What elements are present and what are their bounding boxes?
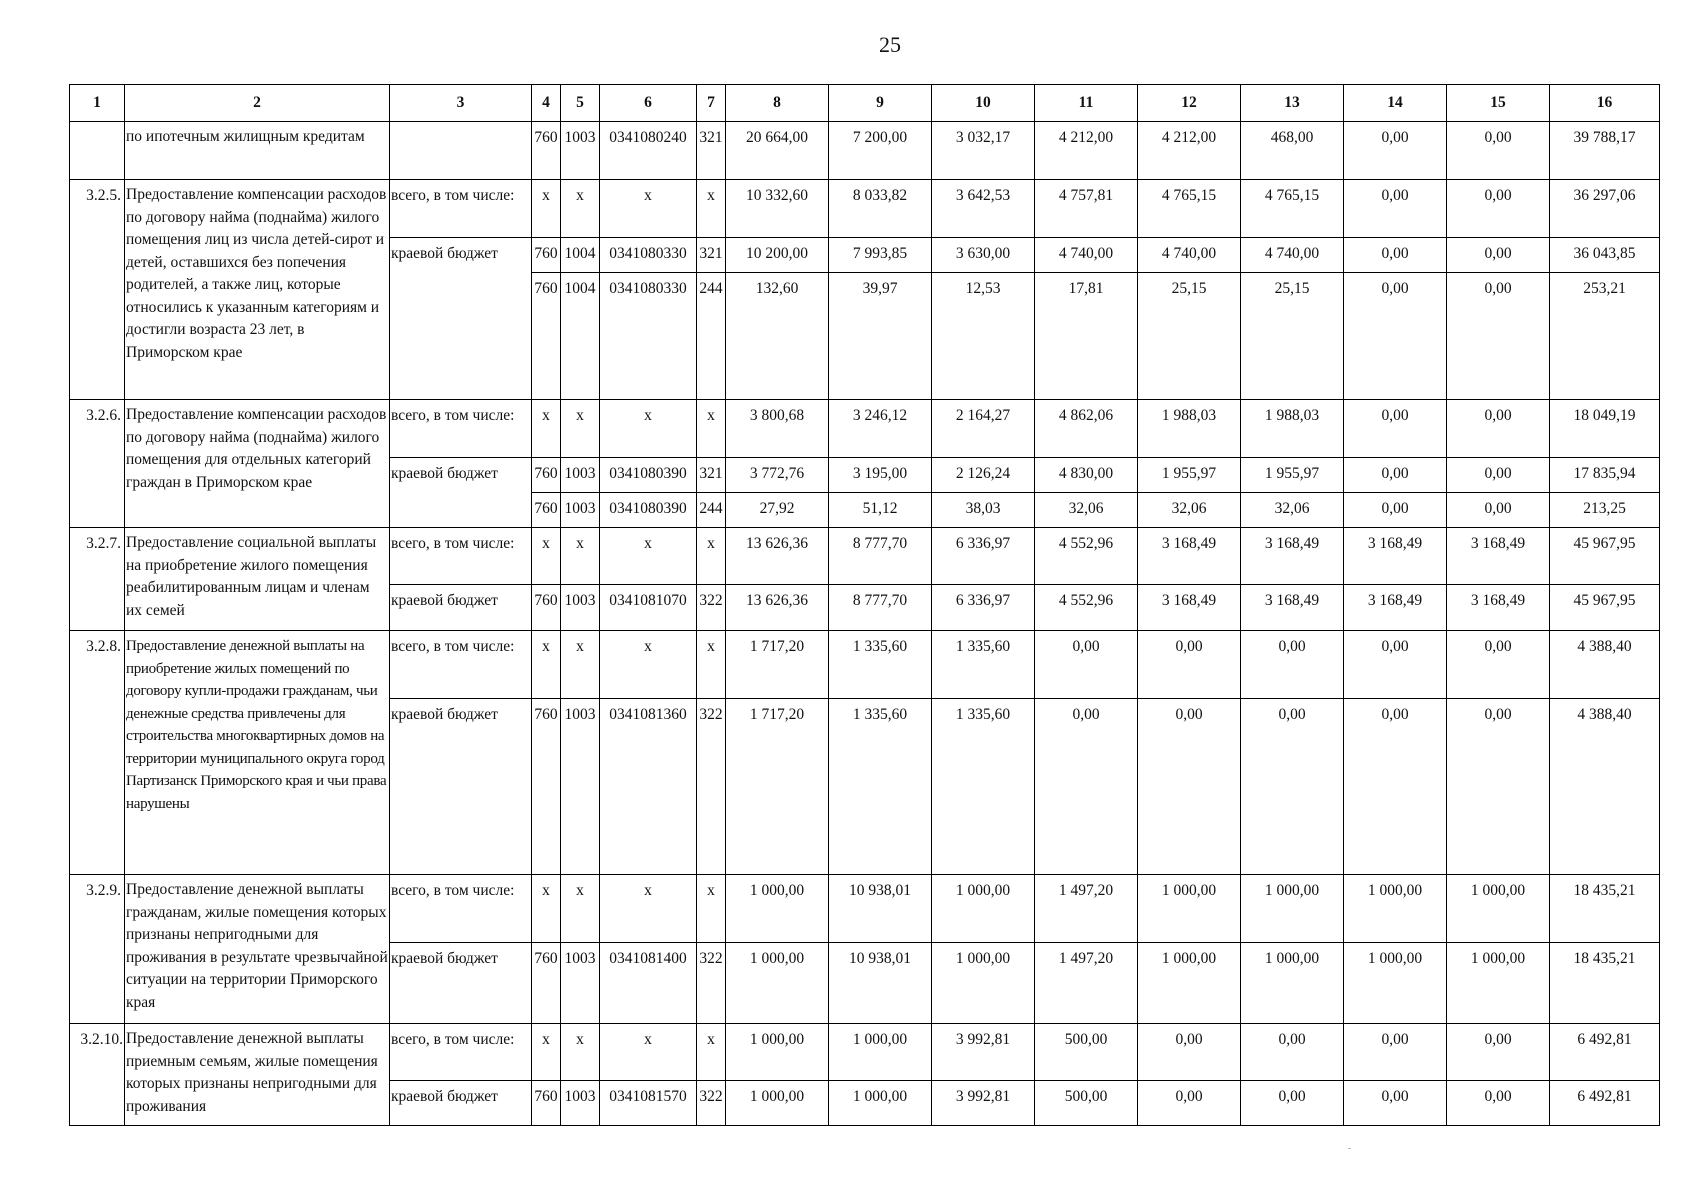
code-cell: 1003 bbox=[561, 943, 600, 1024]
table-row bbox=[70, 180, 1660, 238]
value-cell: 0,00 bbox=[1447, 493, 1550, 528]
value-cell: 1 955,97 bbox=[1241, 458, 1344, 493]
col-header: 3 bbox=[390, 85, 532, 122]
value-cell: 4 552,96 bbox=[1035, 528, 1138, 585]
section-number: 3.2.7. bbox=[70, 528, 125, 631]
table-row bbox=[70, 122, 1660, 180]
measure-name: Предоставление компенсации расходов по договору найма (поднайма) жилого помещения лиц из числа детей-сирот и детей, оставшихся без попечения родителей, а также лиц, которые относились к указанным категориям и достигли возраста 23 лет, в Приморском крае bbox=[125, 180, 390, 400]
table-row bbox=[70, 400, 1660, 458]
value-cell: 4 388,40 bbox=[1550, 699, 1660, 875]
value-cell: 18 049,19 bbox=[1550, 400, 1660, 458]
value-cell: 3 168,49 bbox=[1138, 528, 1241, 585]
source-cell: всего, в том числе: bbox=[390, 400, 532, 458]
col-header: 15 bbox=[1447, 85, 1550, 122]
value-cell: 1 000,00 bbox=[726, 1024, 829, 1081]
code-cell: 1003 bbox=[561, 458, 600, 493]
value-cell: 3 168,49 bbox=[1241, 585, 1344, 631]
value-cell: 1 000,00 bbox=[1447, 875, 1550, 943]
value-cell: 0,00 bbox=[1344, 1081, 1447, 1126]
code-cell: 0341081360 bbox=[600, 699, 697, 875]
value-cell: 12,53 bbox=[932, 273, 1035, 400]
section-number: 3.2.10. bbox=[70, 1024, 125, 1126]
value-cell: 1 335,60 bbox=[932, 631, 1035, 699]
value-cell: 0,00 bbox=[1241, 631, 1344, 699]
code-cell: 321 bbox=[697, 238, 726, 273]
value-cell: 25,15 bbox=[1241, 273, 1344, 400]
code-cell: x bbox=[561, 1024, 600, 1081]
value-cell: 3 772,76 bbox=[726, 458, 829, 493]
value-cell: 0,00 bbox=[1447, 631, 1550, 699]
measure-name: Предоставление денежной выплаты приемным семьям, жилые помещения которых признаны непригодными для проживания bbox=[125, 1024, 390, 1126]
source-cell: всего, в том числе: bbox=[390, 180, 532, 238]
value-cell: 0,00 bbox=[1344, 1024, 1447, 1081]
measure-name: Предоставление денежной выплаты гражданам, жилые помещения которых признаны непригодными для проживания в результате чрезвычайной ситуации на территории Приморского края bbox=[125, 875, 390, 1024]
value-cell: 3 168,49 bbox=[1447, 585, 1550, 631]
code-cell: x bbox=[697, 400, 726, 458]
col-header: 14 bbox=[1344, 85, 1447, 122]
budget-table bbox=[69, 84, 1660, 1126]
source-cell: краевой бюджет bbox=[390, 585, 532, 631]
value-cell: 51,12 bbox=[829, 493, 932, 528]
value-cell: 1 000,00 bbox=[1138, 875, 1241, 943]
col-header: 4 bbox=[532, 85, 561, 122]
code-cell: 760 bbox=[532, 273, 561, 400]
code-cell: 322 bbox=[697, 1081, 726, 1126]
value-cell: 4 757,81 bbox=[1035, 180, 1138, 238]
value-cell: 0,00 bbox=[1447, 400, 1550, 458]
value-cell: 1 988,03 bbox=[1241, 400, 1344, 458]
code-cell: 321 bbox=[697, 122, 726, 180]
section-number: 3.2.8. bbox=[70, 631, 125, 875]
value-cell: 4 740,00 bbox=[1241, 238, 1344, 273]
code-cell: 760 bbox=[532, 585, 561, 631]
value-cell: 18 435,21 bbox=[1550, 875, 1660, 943]
value-cell: 1 497,20 bbox=[1035, 875, 1138, 943]
code-cell: 322 bbox=[697, 585, 726, 631]
value-cell: 4 830,00 bbox=[1035, 458, 1138, 493]
col-header: 9 bbox=[829, 85, 932, 122]
value-cell: 1 717,20 bbox=[726, 699, 829, 875]
value-cell: 17 835,94 bbox=[1550, 458, 1660, 493]
code-cell: x bbox=[600, 528, 697, 585]
code-cell: 1003 bbox=[561, 585, 600, 631]
value-cell: 0,00 bbox=[1344, 493, 1447, 528]
source-cell: краевой бюджет bbox=[390, 943, 532, 1024]
value-cell: 1 000,00 bbox=[1344, 943, 1447, 1024]
section-number: 3.2.5. bbox=[70, 180, 125, 400]
code-cell: 1003 bbox=[561, 1081, 600, 1126]
value-cell: 2 126,24 bbox=[932, 458, 1035, 493]
code-cell: 244 bbox=[697, 493, 726, 528]
source-cell: краевой бюджет bbox=[390, 458, 532, 528]
value-cell: 36 043,85 bbox=[1550, 238, 1660, 273]
value-cell: 17,81 bbox=[1035, 273, 1138, 400]
col-header: 8 bbox=[726, 85, 829, 122]
code-cell: 0341080330 bbox=[600, 273, 697, 400]
value-cell: 0,00 bbox=[1138, 1081, 1241, 1126]
value-cell: 0,00 bbox=[1344, 458, 1447, 493]
value-cell: 1 000,00 bbox=[829, 1024, 932, 1081]
code-cell: x bbox=[561, 180, 600, 238]
code-cell: x bbox=[697, 631, 726, 699]
value-cell: 4 862,06 bbox=[1035, 400, 1138, 458]
value-cell: 32,06 bbox=[1035, 493, 1138, 528]
col-header: 2 bbox=[125, 85, 390, 122]
value-cell: 0,00 bbox=[1344, 122, 1447, 180]
measure-name: Предоставление социальной выплаты на приобретение жилого помещения реабилитированным лицам и членам их семей bbox=[125, 528, 390, 631]
value-cell: 1 955,97 bbox=[1138, 458, 1241, 493]
code-cell: 1003 bbox=[561, 122, 600, 180]
table-row bbox=[70, 631, 1660, 699]
value-cell: 132,60 bbox=[726, 273, 829, 400]
value-cell: 0,00 bbox=[1344, 699, 1447, 875]
value-cell: 0,00 bbox=[1344, 238, 1447, 273]
section-number: 3.2.9. bbox=[70, 875, 125, 1024]
code-cell: 0341081400 bbox=[600, 943, 697, 1024]
col-header: 7 bbox=[697, 85, 726, 122]
measure-name: Предоставление денежной выплаты на приобретение жилых помещений по договору купли-продажи гражданам, чьи денежные средства привлечены для строительства многоквартирных домов на территории муниципального округа город Партизанск Приморского края и чьи права нарушены bbox=[125, 631, 390, 875]
value-cell: 6 492,81 bbox=[1550, 1081, 1660, 1126]
code-cell: x bbox=[600, 631, 697, 699]
value-cell: 18 435,21 bbox=[1550, 943, 1660, 1024]
value-cell: 8 777,70 bbox=[829, 585, 932, 631]
code-cell: x bbox=[532, 528, 561, 585]
page-number: 25 bbox=[879, 32, 901, 57]
value-cell: 4 212,00 bbox=[1035, 122, 1138, 180]
code-cell: x bbox=[600, 400, 697, 458]
value-cell: 13 626,36 bbox=[726, 528, 829, 585]
value-cell: 1 000,00 bbox=[1241, 875, 1344, 943]
value-cell: 27,92 bbox=[726, 493, 829, 528]
value-cell: 3 992,81 bbox=[932, 1024, 1035, 1081]
value-cell: 1 988,03 bbox=[1138, 400, 1241, 458]
value-cell: 1 717,20 bbox=[726, 631, 829, 699]
source-cell: краевой бюджет bbox=[390, 699, 532, 875]
code-cell: 760 bbox=[532, 493, 561, 528]
value-cell: 3 168,49 bbox=[1344, 585, 1447, 631]
value-cell: 36 297,06 bbox=[1550, 180, 1660, 238]
measure-name: Предоставление компенсации расходов по договору найма (поднайма) жилого помещения для отдельных категорий граждан в Приморском крае bbox=[125, 400, 390, 528]
value-cell: 8 033,82 bbox=[829, 180, 932, 238]
value-cell: 39 788,17 bbox=[1550, 122, 1660, 180]
code-cell: x bbox=[532, 875, 561, 943]
code-cell: 321 bbox=[697, 458, 726, 493]
value-cell: 6 492,81 bbox=[1550, 1024, 1660, 1081]
value-cell: 0,00 bbox=[1447, 699, 1550, 875]
value-cell: 0,00 bbox=[1447, 180, 1550, 238]
value-cell: 3 168,49 bbox=[1138, 585, 1241, 631]
value-cell: 0,00 bbox=[1344, 180, 1447, 238]
section-number: 3.2.6. bbox=[70, 400, 125, 528]
value-cell: 3 195,00 bbox=[829, 458, 932, 493]
col-header: 12 bbox=[1138, 85, 1241, 122]
value-cell: 3 800,68 bbox=[726, 400, 829, 458]
value-cell: 4 765,15 bbox=[1138, 180, 1241, 238]
value-cell: 0,00 bbox=[1447, 1024, 1550, 1081]
value-cell: 468,00 bbox=[1241, 122, 1344, 180]
source-cell: всего, в том числе: bbox=[390, 528, 532, 585]
code-cell: 760 bbox=[532, 699, 561, 875]
value-cell: 10 938,01 bbox=[829, 875, 932, 943]
value-cell: 0,00 bbox=[1344, 631, 1447, 699]
value-cell: 0,00 bbox=[1241, 1024, 1344, 1081]
value-cell: 1 000,00 bbox=[726, 1081, 829, 1126]
value-cell: 1 335,60 bbox=[829, 631, 932, 699]
col-header: 1 bbox=[70, 85, 125, 122]
value-cell: 1 335,60 bbox=[829, 699, 932, 875]
value-cell: 4 388,40 bbox=[1550, 631, 1660, 699]
value-cell: 1 000,00 bbox=[932, 943, 1035, 1024]
value-cell: 3 032,17 bbox=[932, 122, 1035, 180]
value-cell: 4 740,00 bbox=[1138, 238, 1241, 273]
code-cell: 760 bbox=[532, 122, 561, 180]
value-cell: 25,15 bbox=[1138, 273, 1241, 400]
value-cell: 0,00 bbox=[1138, 1024, 1241, 1081]
value-cell: 3 246,12 bbox=[829, 400, 932, 458]
value-cell: 1 000,00 bbox=[726, 875, 829, 943]
code-cell: x bbox=[697, 528, 726, 585]
value-cell: 39,97 bbox=[829, 273, 932, 400]
code-cell: x bbox=[561, 631, 600, 699]
value-cell: 0,00 bbox=[1035, 631, 1138, 699]
table-row bbox=[70, 1024, 1660, 1081]
code-cell: x bbox=[600, 180, 697, 238]
value-cell: 1 000,00 bbox=[1447, 943, 1550, 1024]
source-cell bbox=[390, 122, 532, 180]
value-cell: 0,00 bbox=[1447, 238, 1550, 273]
code-cell: 0341080330 bbox=[600, 238, 697, 273]
code-cell: 760 bbox=[532, 458, 561, 493]
value-cell: 10 200,00 bbox=[726, 238, 829, 273]
value-cell: 1 497,20 bbox=[1035, 943, 1138, 1024]
header-row bbox=[70, 85, 1660, 122]
value-cell: 32,06 bbox=[1138, 493, 1241, 528]
value-cell: 45 967,95 bbox=[1550, 528, 1660, 585]
code-cell: 0341080390 bbox=[600, 493, 697, 528]
value-cell: 0,00 bbox=[1035, 699, 1138, 875]
code-cell: x bbox=[532, 400, 561, 458]
code-cell: x bbox=[600, 875, 697, 943]
table-row bbox=[70, 875, 1660, 943]
col-header: 6 bbox=[600, 85, 697, 122]
code-cell: 1004 bbox=[561, 238, 600, 273]
source-cell: краевой бюджет bbox=[390, 238, 532, 400]
section-number-cell bbox=[70, 122, 125, 180]
code-cell: x bbox=[532, 1024, 561, 1081]
value-cell: 253,21 bbox=[1550, 273, 1660, 400]
value-cell: 38,03 bbox=[932, 493, 1035, 528]
value-cell: 1 000,00 bbox=[1241, 943, 1344, 1024]
value-cell: 7 200,00 bbox=[829, 122, 932, 180]
code-cell: x bbox=[561, 400, 600, 458]
scan-speck bbox=[1348, 1148, 1351, 1149]
code-cell: 1003 bbox=[561, 699, 600, 875]
col-header: 5 bbox=[561, 85, 600, 122]
value-cell: 10 332,60 bbox=[726, 180, 829, 238]
value-cell: 1 000,00 bbox=[829, 1081, 932, 1126]
value-cell: 213,25 bbox=[1550, 493, 1660, 528]
code-cell: 1004 bbox=[561, 273, 600, 400]
col-header: 16 bbox=[1550, 85, 1660, 122]
code-cell: x bbox=[697, 1024, 726, 1081]
value-cell: 0,00 bbox=[1447, 273, 1550, 400]
value-cell: 3 168,49 bbox=[1447, 528, 1550, 585]
code-cell: 1003 bbox=[561, 493, 600, 528]
code-cell: 0341080240 bbox=[600, 122, 697, 180]
value-cell: 500,00 bbox=[1035, 1081, 1138, 1126]
value-cell: 3 630,00 bbox=[932, 238, 1035, 273]
value-cell: 13 626,36 bbox=[726, 585, 829, 631]
code-cell: 322 bbox=[697, 699, 726, 875]
value-cell: 3 168,49 bbox=[1344, 528, 1447, 585]
col-header: 11 bbox=[1035, 85, 1138, 122]
value-cell: 0,00 bbox=[1138, 699, 1241, 875]
value-cell: 500,00 bbox=[1035, 1024, 1138, 1081]
value-cell: 0,00 bbox=[1344, 400, 1447, 458]
value-cell: 3 168,49 bbox=[1241, 528, 1344, 585]
value-cell: 4 740,00 bbox=[1035, 238, 1138, 273]
value-cell: 1 000,00 bbox=[1138, 943, 1241, 1024]
code-cell: 0341081570 bbox=[600, 1081, 697, 1126]
value-cell: 10 938,01 bbox=[829, 943, 932, 1024]
code-cell: x bbox=[697, 180, 726, 238]
value-cell: 4 765,15 bbox=[1241, 180, 1344, 238]
value-cell: 6 336,97 bbox=[932, 585, 1035, 631]
value-cell: 4 552,96 bbox=[1035, 585, 1138, 631]
code-cell: x bbox=[561, 528, 600, 585]
code-cell: x bbox=[600, 1024, 697, 1081]
value-cell: 3 642,53 bbox=[932, 180, 1035, 238]
code-cell: 0341080390 bbox=[600, 458, 697, 493]
value-cell: 0,00 bbox=[1138, 631, 1241, 699]
value-cell: 2 164,27 bbox=[932, 400, 1035, 458]
code-cell: 0341081070 bbox=[600, 585, 697, 631]
code-cell: 322 bbox=[697, 943, 726, 1024]
value-cell: 0,00 bbox=[1241, 1081, 1344, 1126]
code-cell: x bbox=[697, 875, 726, 943]
value-cell: 45 967,95 bbox=[1550, 585, 1660, 631]
source-cell: краевой бюджет bbox=[390, 1081, 532, 1126]
value-cell: 7 993,85 bbox=[829, 238, 932, 273]
value-cell: 1 000,00 bbox=[932, 875, 1035, 943]
col-header: 13 bbox=[1241, 85, 1344, 122]
source-cell: всего, в том числе: bbox=[390, 631, 532, 699]
measure-name: по ипотечным жилищным кредитам bbox=[125, 122, 390, 180]
value-cell: 0,00 bbox=[1241, 699, 1344, 875]
value-cell: 0,00 bbox=[1344, 273, 1447, 400]
code-cell: 244 bbox=[697, 273, 726, 400]
value-cell: 0,00 bbox=[1447, 1081, 1550, 1126]
value-cell: 6 336,97 bbox=[932, 528, 1035, 585]
code-cell: 760 bbox=[532, 238, 561, 273]
code-cell: x bbox=[561, 875, 600, 943]
table-row bbox=[70, 528, 1660, 585]
code-cell: x bbox=[532, 180, 561, 238]
source-cell: всего, в том числе: bbox=[390, 1024, 532, 1081]
value-cell: 3 992,81 bbox=[932, 1081, 1035, 1126]
value-cell: 0,00 bbox=[1447, 122, 1550, 180]
value-cell: 20 664,00 bbox=[726, 122, 829, 180]
col-header: 10 bbox=[932, 85, 1035, 122]
value-cell: 4 212,00 bbox=[1138, 122, 1241, 180]
value-cell: 32,06 bbox=[1241, 493, 1344, 528]
code-cell: 760 bbox=[532, 1081, 561, 1126]
value-cell: 1 000,00 bbox=[1344, 875, 1447, 943]
value-cell: 1 000,00 bbox=[726, 943, 829, 1024]
code-cell: x bbox=[532, 631, 561, 699]
source-cell: всего, в том числе: bbox=[390, 875, 532, 943]
value-cell: 1 335,60 bbox=[932, 699, 1035, 875]
value-cell: 8 777,70 bbox=[829, 528, 932, 585]
value-cell: 0,00 bbox=[1447, 458, 1550, 493]
code-cell: 760 bbox=[532, 943, 561, 1024]
